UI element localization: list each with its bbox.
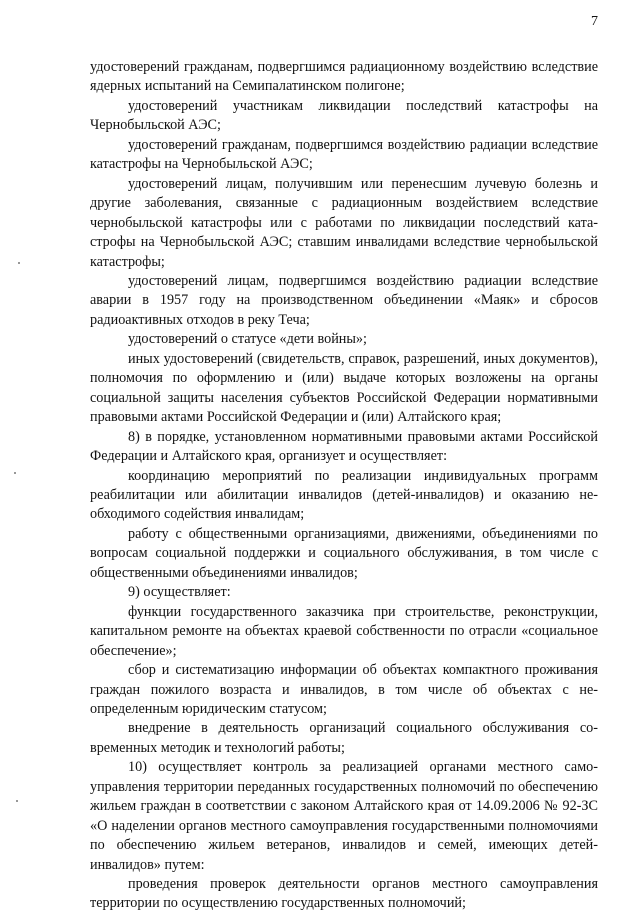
scan-speck bbox=[18, 262, 20, 264]
paragraph: удостоверений гражданам, подвергшимся воздействию радиации вследствие катастрофы на Чернобыльской АЭС; bbox=[90, 136, 598, 173]
paragraph: проведения проверок деятельности органов местного самоуправления территории по осуществлению государственных полномочий; bbox=[90, 876, 598, 912]
paragraph: 10) осуществляет контроль за реализацией органами местного самоуправления территории переданных государственных полномочий по обеспечению жильем граждан в соответствии с законом Алтайского края от 14.09.2006 № 92-ЗС «О наделении органов местного самоуправления государственными полномочиями по обеспечению жильем ветеранов, инвалидов и семей, имеющих детей-инвалидов» путем: bbox=[90, 759, 598, 873]
paragraph: 9) осуществляет: bbox=[128, 584, 231, 601]
paragraph: внедрение в деятельность организаций социального обслуживания современных методик и технологий работы; bbox=[90, 720, 598, 756]
paragraph: удостоверений лицам, получившим или перенесшим лучевую болезнь и другие заболевания, связанные с радиационным воздействием вследствие чернобыльской катастрофы или с работами по ликвидации последствий катастрофы на Чернобыльской АЭС; ставшим инвалидами вследствие чернобыльской катастрофы; bbox=[90, 175, 598, 270]
page-number: 7 bbox=[591, 14, 598, 29]
paragraph: удостоверений о статусе «дети войны»; bbox=[128, 331, 367, 348]
document-body bbox=[90, 58, 598, 914]
paragraph: координацию мероприятий по реализации индивидуальных программ реабилитации или абилитации инвалидов (детей-инвалидов) и оказанию необходимого содействия инвалидам; bbox=[90, 467, 598, 523]
paragraph: удостоверений лицам, подвергшимся воздействию радиации вследствие аварии в 1957 году на производственном объединении «Маяк» и сбросов радиоактивных отходов в реку Теча; bbox=[90, 272, 598, 328]
paragraph: удостоверений гражданам, подвергшимся радиационному воздействию вследствие ядерных испытаний на Семипалатинском полигоне; bbox=[90, 59, 598, 95]
paragraph: работу с общественными организациями, движениями, объединениями по вопросам социальной поддержки и социального обслуживания, в том числе с общественными объединениями инвалидов; bbox=[90, 525, 598, 581]
paragraph: 8) в порядке, установленном нормативными правовыми актами Российской Федерации и Алтайского края, организует и осуществляет: bbox=[90, 428, 598, 465]
paragraph: сбор и систематизацию информации об объектах компактного проживания граждан пожилого возраста и инвалидов, в том числе об объектах с неопределенным юридическим статусом; bbox=[90, 662, 598, 717]
paragraph: иных удостоверений (свидетельств, справок, разрешений, иных документов), полномочия по оформлению и (или) выдаче которых возложены на органы социальной защиты населения субъектов Российской Федерации нормативными правовыми актами Российской Федерации и (или) Алтайского края; bbox=[90, 350, 598, 426]
paragraph: удостоверений участникам ликвидации последствий катастрофы на Чернобыльской АЭС; bbox=[90, 97, 598, 134]
paragraph: функции государственного заказчика при строительстве, реконструкции, капитальном ремонте на объектах краевой собственности по отрасли «социальное обеспечение»; bbox=[90, 603, 598, 659]
scan-speck bbox=[16, 800, 18, 802]
scan-speck bbox=[14, 472, 16, 474]
